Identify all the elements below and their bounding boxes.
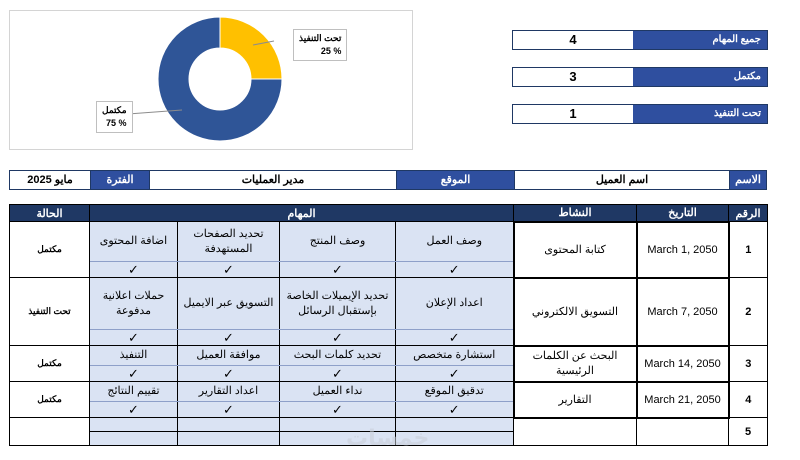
task-cell[interactable]: التنفيذ <box>90 346 178 366</box>
callout-in-progress-percent: 25 % <box>320 46 342 56</box>
task-cell[interactable]: حملات اعلانية مدفوعة <box>90 278 178 330</box>
task-checkbox[interactable]: ✓ <box>280 402 396 418</box>
summary-complete-label: مكتمل <box>633 68 767 86</box>
table-row <box>10 278 768 330</box>
table-row <box>10 222 768 262</box>
summary-in-progress-label: تحت التنفيذ <box>633 105 767 123</box>
task-checkbox[interactable]: ✓ <box>396 330 514 346</box>
status-cell[interactable]: مكتمل <box>10 222 90 278</box>
table-row <box>10 346 768 366</box>
task-checkbox[interactable]: ✓ <box>396 402 514 418</box>
task-cell[interactable]: تحديد الصفحات المستهدفة <box>178 222 280 262</box>
summary-complete-row <box>512 67 768 87</box>
task-checkbox[interactable]: ✓ <box>90 330 178 346</box>
header-status: الحالة <box>10 205 90 222</box>
task-cell[interactable] <box>90 418 178 432</box>
summary-in-progress-row <box>512 104 768 124</box>
task-cell[interactable]: موافقة العميل <box>178 346 280 366</box>
row-number: 5 <box>729 418 768 446</box>
task-cell[interactable]: تحديد الإيميلات الخاصة بإستقبال الرسائل <box>280 278 396 330</box>
task-checkbox[interactable]: ✓ <box>396 366 514 382</box>
table-row <box>10 382 768 402</box>
task-checkbox[interactable]: ✓ <box>90 402 178 418</box>
task-cell[interactable]: تقييم النتائج <box>90 382 178 402</box>
date-cell[interactable]: March 1, 2050 <box>637 222 729 278</box>
task-cell[interactable]: وصف المنتج <box>280 222 396 262</box>
task-cell[interactable]: تحديد كلمات البحث <box>280 346 396 366</box>
summary-in-progress-value: 1 <box>513 105 633 123</box>
task-cell[interactable]: اضافة المحتوى <box>90 222 178 262</box>
activity-cell[interactable]: كتابة المحتوى <box>514 222 637 278</box>
task-cell[interactable]: استشارة متخصص <box>396 346 514 366</box>
header-num: الرقم <box>729 205 768 222</box>
activity-cell[interactable] <box>514 418 637 446</box>
task-checkbox[interactable]: ✓ <box>178 262 280 278</box>
task-cell[interactable]: تدقيق الموقع <box>396 382 514 402</box>
row-number: 4 <box>729 382 768 418</box>
task-checkbox[interactable]: ✓ <box>178 402 280 418</box>
date-cell[interactable]: March 21, 2050 <box>637 382 729 418</box>
status-cell[interactable]: مكتمل <box>10 346 90 382</box>
period-label: الفترة <box>90 171 149 189</box>
task-checkbox[interactable]: ✓ <box>280 262 396 278</box>
task-checkbox[interactable]: ✓ <box>280 366 396 382</box>
task-checkbox[interactable] <box>90 432 178 446</box>
summary-total-label: جميع المهام <box>633 31 767 49</box>
activity-cell[interactable]: التسويق الالكتروني <box>514 278 637 346</box>
date-cell[interactable] <box>637 418 729 446</box>
task-cell[interactable] <box>178 418 280 432</box>
task-checkbox[interactable]: ✓ <box>90 366 178 382</box>
task-checkbox[interactable]: ✓ <box>280 330 396 346</box>
doughnut-slice-in-progress <box>220 17 282 79</box>
tasks-table <box>9 204 768 446</box>
callout-in-progress-label: تحت التنفيذ <box>299 33 342 43</box>
date-cell[interactable]: March 14, 2050 <box>637 346 729 382</box>
site-label: الموقع <box>396 171 514 189</box>
activity-cell[interactable]: التقارير <box>514 382 637 418</box>
task-checkbox[interactable]: ✓ <box>178 366 280 382</box>
summary-total-row <box>512 30 768 50</box>
period-value[interactable]: مايو 2025 <box>10 171 90 189</box>
summary-complete-value: 3 <box>513 68 633 86</box>
name-label: الاسم <box>729 171 766 189</box>
callout-complete <box>96 101 133 133</box>
task-cell[interactable]: التسويق عبر الايميل <box>178 278 280 330</box>
client-name-value[interactable]: اسم العميل <box>514 171 729 189</box>
row-number: 1 <box>729 222 768 278</box>
task-checkbox[interactable]: ✓ <box>90 262 178 278</box>
task-cell[interactable]: اعداد التقارير <box>178 382 280 402</box>
task-checkbox[interactable]: ✓ <box>396 262 514 278</box>
task-checkbox[interactable]: ✓ <box>178 330 280 346</box>
manager-value[interactable]: مدير العمليات <box>149 171 396 189</box>
header-tasks: المهام <box>90 205 514 222</box>
info-bar <box>9 170 767 190</box>
task-checkbox[interactable] <box>178 432 280 446</box>
callout-in-progress <box>293 29 347 61</box>
status-chart <box>9 10 413 150</box>
status-cell[interactable] <box>10 418 90 446</box>
header-activity: النشاط <box>514 205 637 222</box>
watermark-logo: خمسات <box>346 426 430 451</box>
summary-total-value: 4 <box>513 31 633 49</box>
callout-complete-label: مكتمل <box>102 105 127 115</box>
status-cell[interactable]: مكتمل <box>10 382 90 418</box>
task-cell[interactable]: نداء العميل <box>280 382 396 402</box>
header-date: التاريخ <box>637 205 729 222</box>
task-cell[interactable]: اعداد الإعلان <box>396 278 514 330</box>
callout-complete-percent: 75 % <box>106 118 127 128</box>
doughnut-chart-svg <box>10 11 414 151</box>
task-cell[interactable]: وصف العمل <box>396 222 514 262</box>
date-cell[interactable]: March 7, 2050 <box>637 278 729 346</box>
row-number: 3 <box>729 346 768 382</box>
status-cell[interactable]: تحت التنفيذ <box>10 278 90 346</box>
table-header-row <box>10 205 768 222</box>
activity-cell[interactable]: البحث عن الكلمات الرئيسية <box>514 346 637 382</box>
row-number: 2 <box>729 278 768 346</box>
